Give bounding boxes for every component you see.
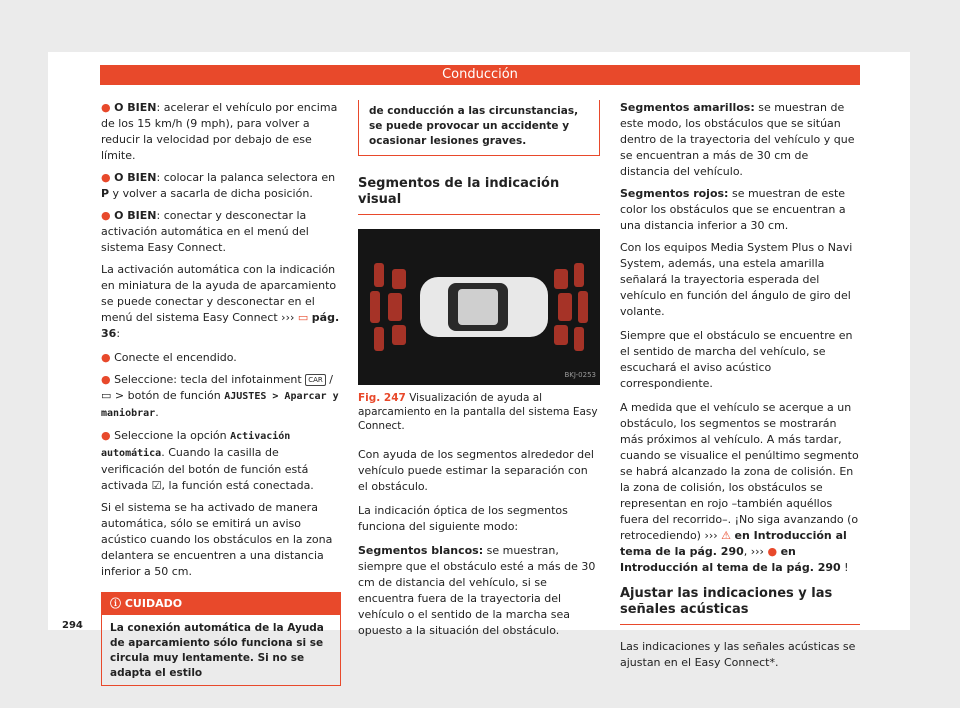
figure-tag: BKJ-0253 — [564, 371, 596, 379]
info-icon: ⓘ — [110, 597, 121, 610]
section-title: Ajustar las indicaciones y las señales acústicas — [620, 586, 860, 625]
page-ref-link[interactable]: en Introducción al tema de la pág. 290 — [620, 529, 847, 558]
caution-box-continued: de conducción a las circunstancias, se puede provocar un accidente y ocasionar lesiones graves. — [358, 100, 600, 156]
list-item: ● Conecte el encendido. — [101, 351, 237, 364]
page-number: 294 — [62, 620, 83, 631]
definition-yellow: Segmentos amarillos: se muestran de este modo, los obstáculos que se sitúan dentro de la trayectoria del vehículo y que se encuentran a más de 30 cm de distancia del vehículo. — [620, 101, 855, 178]
list-item: ● O BIEN: acelerar el vehículo por encima de los 15 km/h (9 mph), para volver a reducir la velocidad por debajo de ese límite. — [101, 101, 338, 162]
paragraph: Con los equipos Media System Plus o Navi System, además, una estela amarilla señalará la trayectoria esperada del vehículo en función del ángulo de giro del volante. — [620, 241, 853, 318]
info-icon: ● — [767, 545, 778, 558]
car-icon: ▭ — [101, 389, 112, 402]
parking-aid-figure — [358, 229, 600, 385]
paragraph: Si el sistema se ha activado de manera automática, sólo se emitirá un aviso acústico cuando los obstáculos en la zona delantera se encuentren a una distancia inferior a 50 cm. — [101, 501, 333, 578]
page-ref-link[interactable]: pág. 36 — [101, 311, 340, 340]
figure-caption: Fig. 247 Visualización de ayuda al aparcamiento en la pantalla del sistema Easy Connect. — [358, 392, 598, 432]
page-ref-link[interactable]: en Introducción al tema de la pág. 290 — [620, 545, 841, 574]
caution-box: ⓘ CUIDADO La conexión automática de la Ayuda de aparcamiento sólo funciona si se circula muy lentamente. Si no se adapta el estilo — [101, 592, 341, 686]
paragraph: Siempre que el obstáculo se encuentre en el sentido de marcha del vehículo, se escuchará el aviso acústico correspondiente. — [620, 329, 853, 390]
paragraph: Con ayuda de los segmentos alrededor del vehículo puede estimar la separación con el obstáculo. — [358, 448, 594, 493]
column-2 — [358, 100, 600, 645]
checkbox-icon: ☑ — [151, 479, 162, 492]
book-icon: ▭ — [297, 311, 309, 324]
list-item: ● Seleccione la opción Activación automática. Cuando la casilla de verificación del botón de función está activada ☑, la función está conectada. — [101, 429, 314, 492]
definition-white: Segmentos blancos: se muestran, siempre que el obstáculo esté a más de 30 cm de distancia del vehículo, si se encuentra fuera de la trayectoria del vehículo o el sentido de la marcha sea opuesto a la situación del obstáculo. — [358, 544, 596, 637]
car-key-icon: CAR — [305, 374, 326, 386]
definition-red: Segmentos rojos: se muestran de este color los obstáculos que se encuentran a una distancia inferior a 30 cm. — [620, 187, 846, 232]
column-3 — [620, 100, 860, 679]
warning-icon: ⚠ — [721, 529, 732, 542]
list-item: ● O BIEN: conectar y desconectar la activación automática en el menú del sistema Easy Connect. — [101, 209, 309, 254]
page-header: Conducción — [100, 65, 860, 85]
paragraph: Las indicaciones y las señales acústicas se ajustan en el Easy Connect*. — [620, 640, 856, 669]
paragraph: A medida que el vehículo se acerque a un obstáculo, los segmentos se mostrarán más próximos al vehículo. A más tardar, cuando se visualice el penúltimo segmento se habrá alcanzado la zona de colisión. En la zona de colisión, los obstáculos se representan en rojo –también aquéllos fuera del recorrido–. ¡No siga avanzando (o retrocediendo) ››› ⚠ en Introducción al tema de la pág. 290, ››› ● en Introducción al tema de la pág. 290 ! — [620, 401, 859, 574]
paragraph: La activación automática con la indicación en miniatura de la ayuda de aparcamiento se puede conectar y desconectar en el menú del sistema Easy Connect ››› ▭ pág. 36: — [101, 263, 340, 340]
column-1 — [101, 100, 341, 686]
paragraph: La indicación óptica de los segmentos funciona del siguiente modo: — [358, 504, 568, 533]
list-item: ● O BIEN: colocar la palanca selectora en P y volver a sacarla de dicha posición. — [101, 171, 336, 200]
section-title: Segmentos de la indicación visual — [358, 176, 600, 215]
list-item: ● Seleccione: tecla del infotainment CAR / ▭ > botón de función AJUSTES > Aparcar y maniobrar. — [101, 373, 339, 419]
